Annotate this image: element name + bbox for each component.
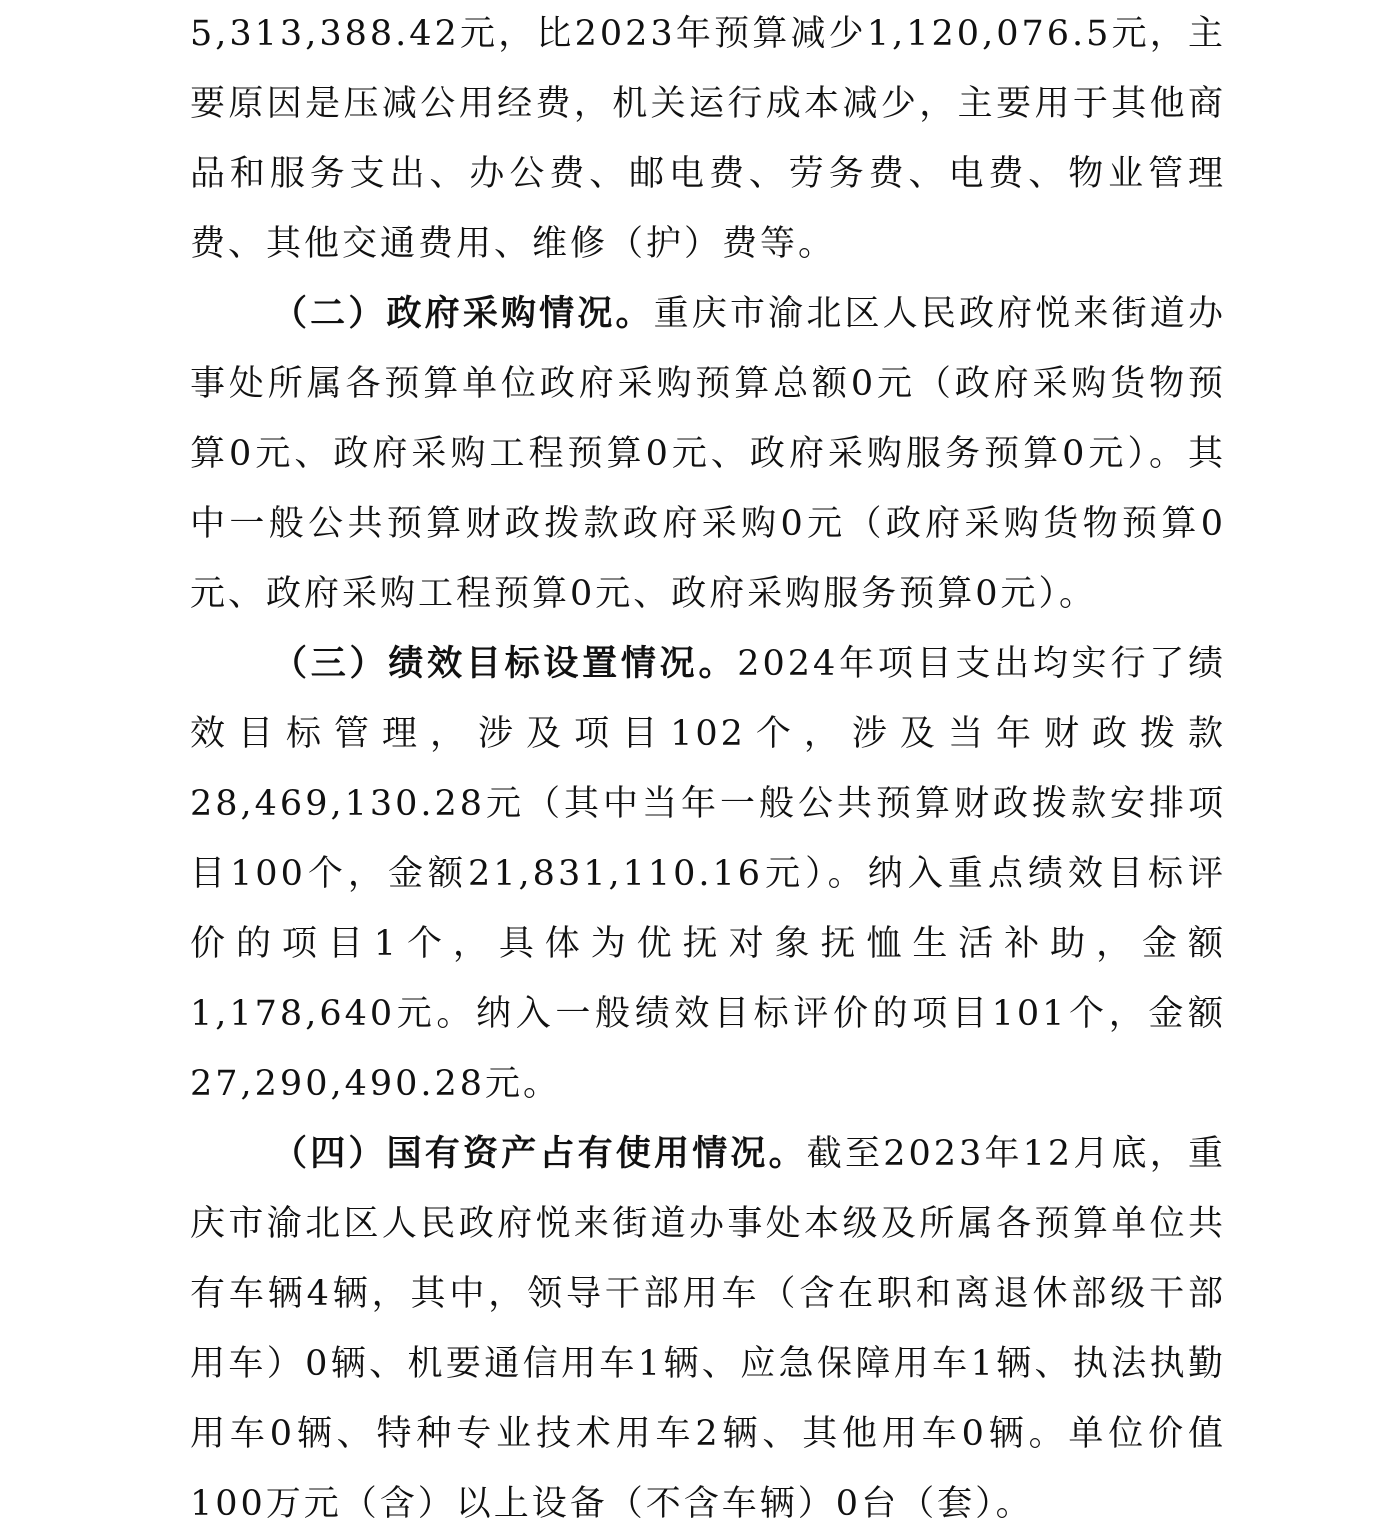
- document-page: [190, 0, 1226, 1539]
- paragraph-government-procurement: [190, 279, 1226, 629]
- section-heading: （三）绩效目标设置情况。: [272, 643, 738, 684]
- paragraph-state-assets: [190, 1119, 1226, 1539]
- paragraph-text: 截至2023年12月底，重庆市渝北区人民政府悦来街道办事处本级及所属各预算单位共有车辆4辆，其中，领导干部用车（含在职和离退休部级干部用车）0辆、机要通信用车1辆、应急保障用车1辆、执法执勤用车0辆、特种专业技术用车2辆、其他用车0辆。单位价值100万元（含）以上设备（不含车辆）0台（套）。: [190, 1134, 1226, 1524]
- section-heading: （二）政府采购情况。: [272, 293, 654, 334]
- paragraph-performance-targets: [190, 629, 1226, 1119]
- paragraph-text: 5,313,388.42元，比2023年预算减少1,120,076.5元，主要原因是压减公用经费，机关运行成本减少，主要用于其他商品和服务支出、办公费、邮电费、劳务费、电费、物业管理费、其他交通费用、维修（护）费等。: [190, 14, 1226, 264]
- paragraph-text: 重庆市渝北区人民政府悦来街道办事处所属各预算单位政府采购预算总额0元（政府采购货物预算0元、政府采购工程预算0元、政府采购服务预算0元）。其中一般公共预算财政拨款政府采购0元（政府采购货物预算0元、政府采购工程预算0元、政府采购服务预算0元）。: [190, 294, 1226, 614]
- paragraph-continuation: [190, 0, 1226, 279]
- section-heading: （四）国有资产占有使用情况。: [272, 1133, 807, 1174]
- paragraph-text: 2024年项目支出均实行了绩效目标管理，涉及项目102个，涉及当年财政拨款28,469,130.28元（其中当年一般公共预算财政拨款安排项目100个，金额21,831,110.16元）。纳入重点绩效目标评价的项目1个，具体为优抚对象抚恤生活补助，金额1,178,640元。纳入一般绩效目标评价的项目101个，金额27,290,490.28元。: [190, 644, 1226, 1104]
